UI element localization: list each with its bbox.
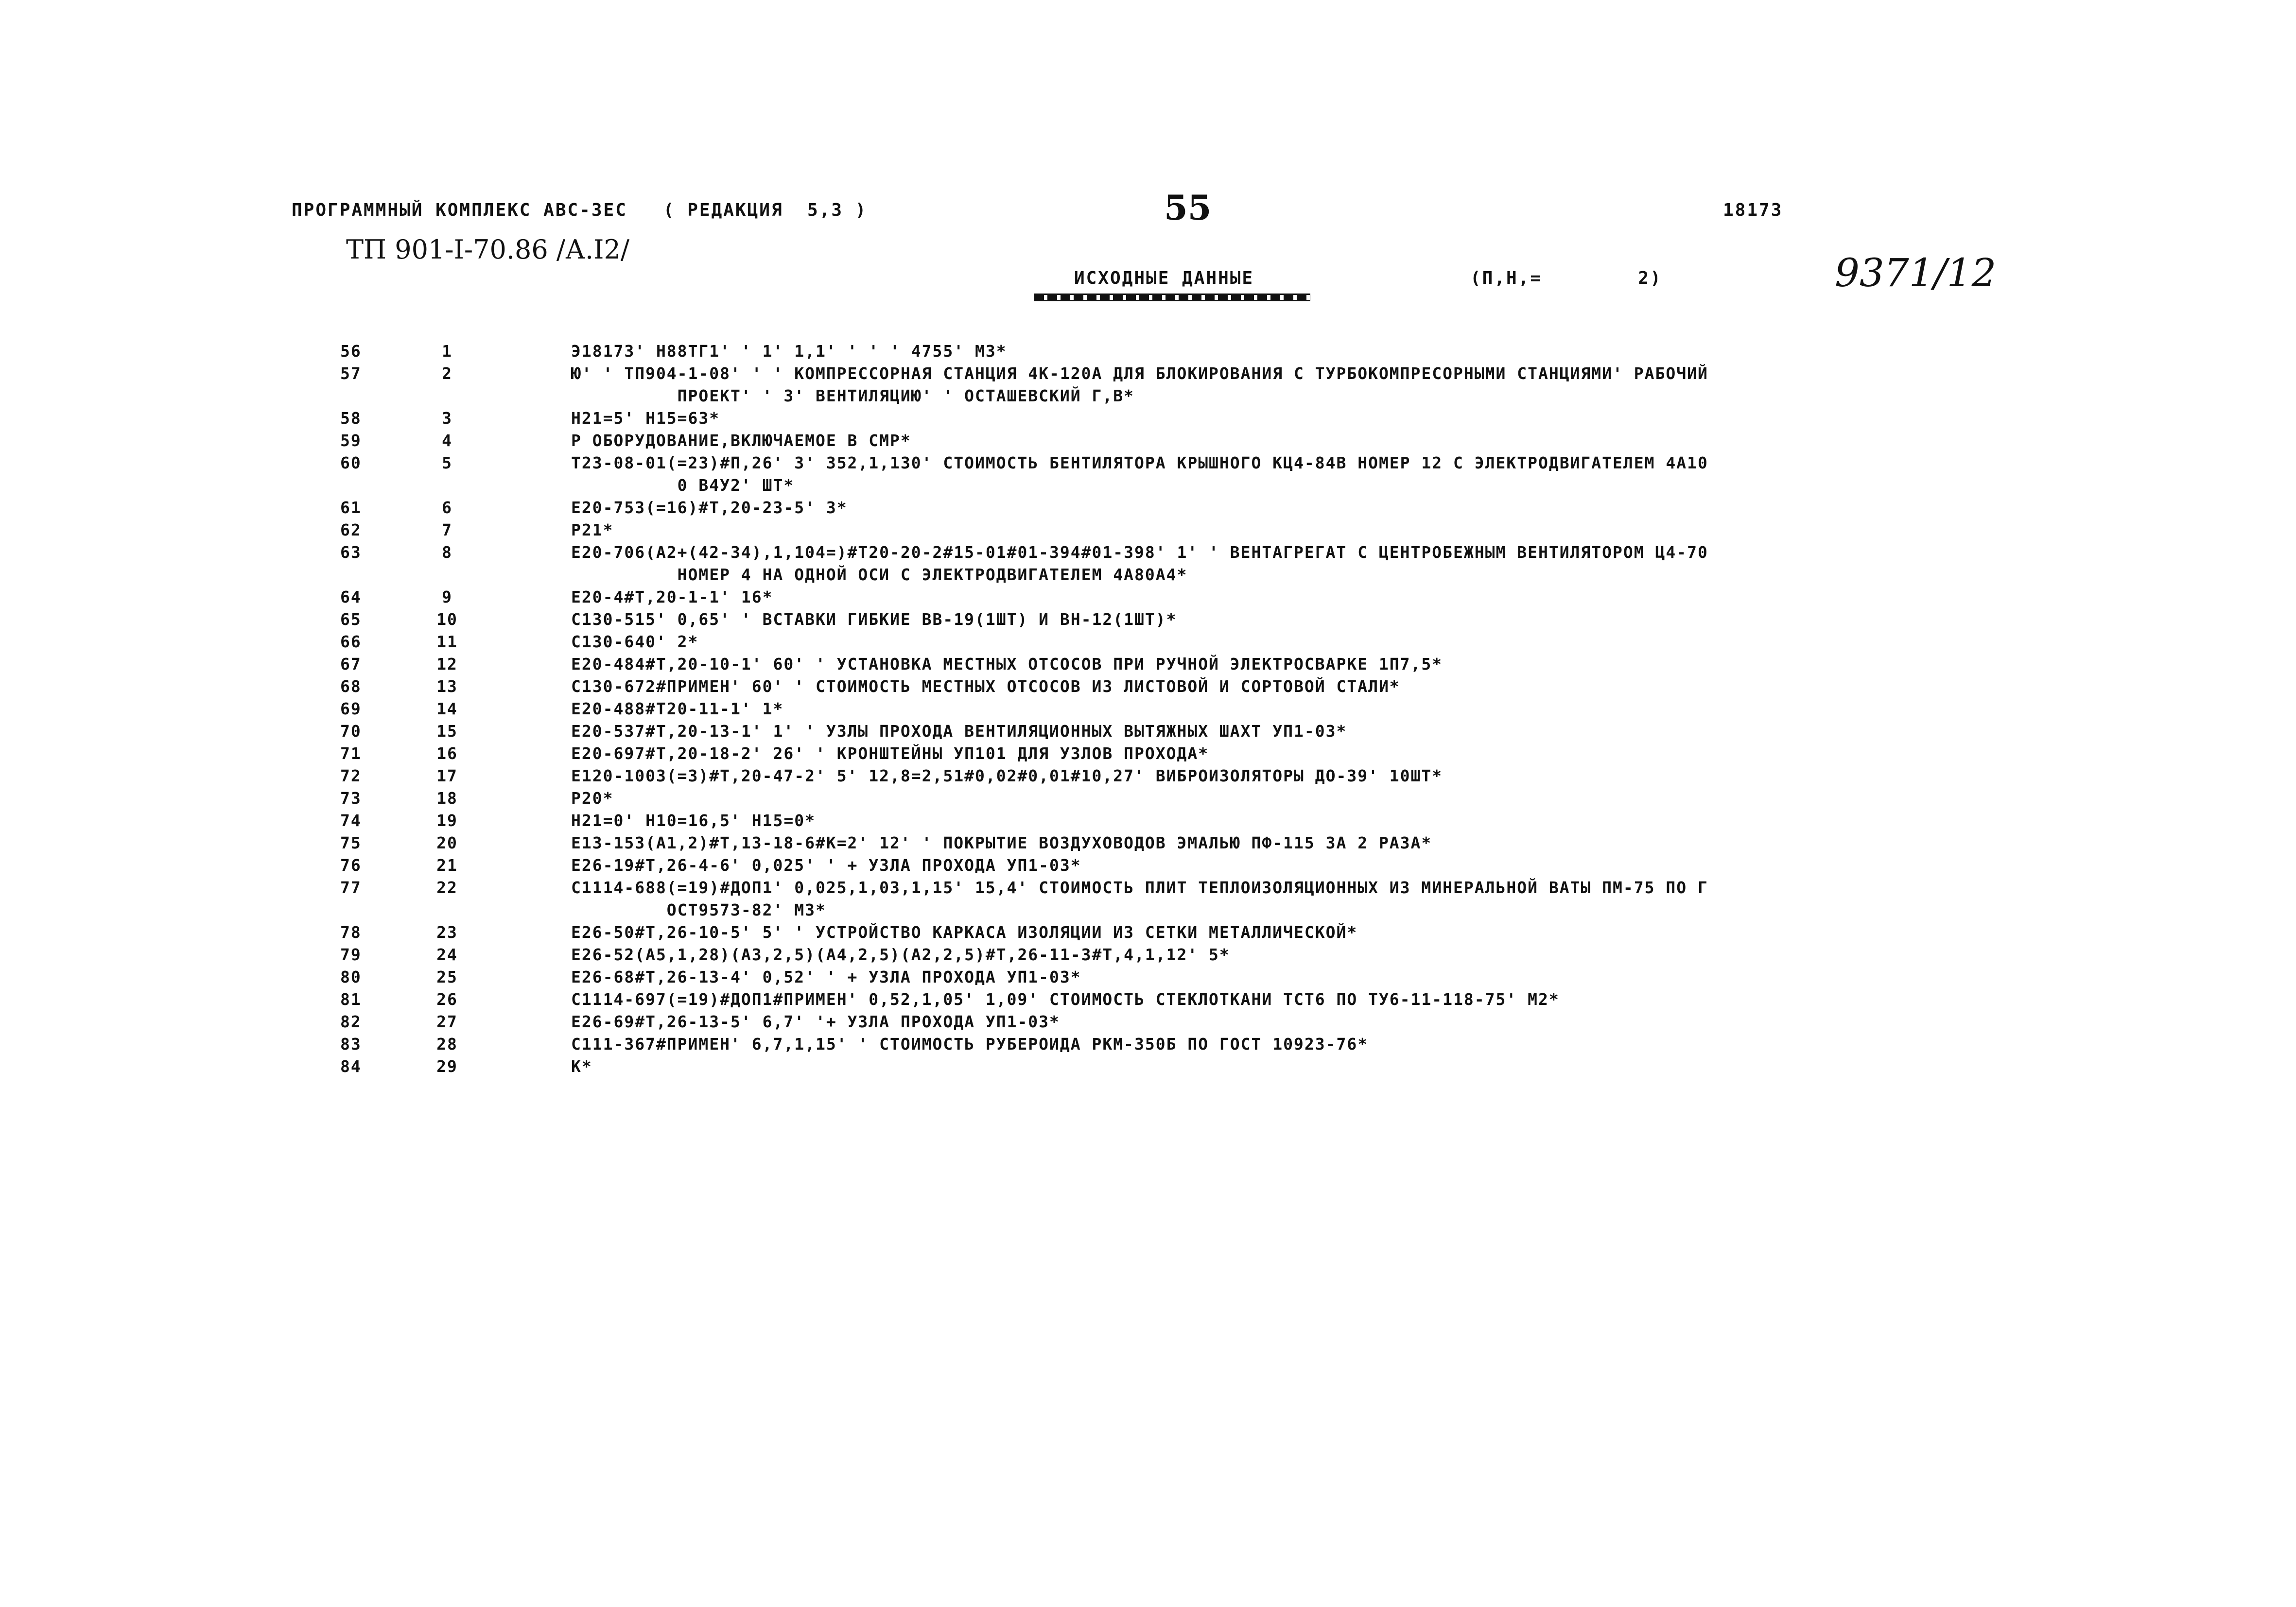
- row-text: Р20*: [571, 789, 614, 808]
- row-text: Е26-52(А5,1,28)(А3,2,5)(А4,2,5)(А2,2,5)#Т,26-11-3#Т,4,1,12' 5*: [571, 945, 1230, 964]
- row-sequence-number: 82: [340, 1012, 362, 1031]
- row-text: С130-640' 2*: [571, 632, 699, 651]
- row-sequence-number: 72: [340, 766, 362, 785]
- row-item-number: 11: [436, 632, 458, 651]
- row-sequence-number: 81: [340, 990, 362, 1009]
- row-item-number: 6: [442, 498, 452, 517]
- row-text: Е120-1003(=3)#Т,20-47-2' 5' 12,8=2,51#0,02#0,01#10,27' ВИБРОИЗОЛЯТОРЫ ДО-39' 10ШТ*: [571, 766, 1443, 785]
- row-sequence-number: 77: [340, 878, 362, 897]
- row-text: Т23-08-01(=23)#П,26' 3' 352,1,130' СТОИМОСТЬ БЕНТИЛЯТОРА КРЫШНОГО КЦ4-84В НОМЕР 12 С ЭЛЕКТРОДВИГАТЕЛЕМ 4А10: [571, 453, 1708, 472]
- row-item-number: 19: [436, 811, 458, 830]
- row-item-number: 3: [442, 409, 452, 428]
- row-item-number: 28: [436, 1035, 458, 1054]
- row-sequence-number: 61: [340, 498, 362, 517]
- row-text-continuation: 0 В4У2' ШТ*: [571, 476, 795, 495]
- section-params: (П,Н,= 2): [1470, 268, 1662, 288]
- row-item-number: 5: [442, 453, 452, 472]
- typical-project-code: ТП 901-I-70.86 /А.I2/: [346, 234, 630, 265]
- row-item-number: 7: [442, 520, 452, 539]
- row-text: Н21=5' Н15=63*: [571, 409, 720, 428]
- row-text: Е20-706(А2+(42-34),1,104=)#Т20-20-2#15-01#01-394#01-398' 1' ' ВЕНТАГРЕГАТ С ЦЕНТРОБЕЖНЫМ ВЕНТИЛЯТОРОМ Ц4-70: [571, 543, 1708, 562]
- row-text: Е26-50#Т,26-10-5' 5' ' УСТРОЙСТВО КАРКАСА ИЗОЛЯЦИИ ИЗ СЕТКИ МЕТАЛЛИЧЕСКОЙ*: [571, 923, 1358, 942]
- row-sequence-number: 58: [340, 409, 362, 428]
- row-text: С111-367#ПРИМЕН' 6,7,1,15' ' СТОИМОСТЬ РУБЕРОИДА РКМ-350Б ПО ГОСТ 10923-76*: [571, 1035, 1369, 1054]
- row-item-number: 24: [436, 945, 458, 964]
- row-item-number: 13: [436, 677, 458, 696]
- row-item-number: 26: [436, 990, 458, 1009]
- row-sequence-number: 78: [340, 923, 362, 942]
- row-text-continuation: НОМЕР 4 НА ОДНОЙ ОСИ С ЭЛЕКТРОДВИГАТЕЛЕМ 4А80А4*: [571, 565, 1188, 584]
- row-text: Р ОБОРУДОВАНИЕ,ВКЛЮЧАЕМОЕ В СМР*: [571, 431, 911, 450]
- row-item-number: 18: [436, 789, 458, 808]
- row-text: С130-515' 0,65' ' ВСТАВКИ ГИБКИЕ ВВ-19(1ШТ) И ВН-12(1ШТ)*: [571, 610, 1177, 629]
- row-item-number: 8: [442, 543, 452, 562]
- row-sequence-number: 83: [340, 1035, 362, 1054]
- row-item-number: 14: [436, 699, 458, 718]
- row-item-number: 22: [436, 878, 458, 897]
- row-text: Е26-19#Т,26-4-6' 0,025' ' + УЗЛА ПРОХОДА УП1-03*: [571, 856, 1081, 875]
- row-text-continuation: ОСТ9573-82' М3*: [571, 900, 826, 919]
- row-item-number: 9: [442, 588, 452, 606]
- row-text: Е26-69#Т,26-13-5' 6,7' '+ УЗЛА ПРОХОДА УП1-03*: [571, 1012, 1060, 1031]
- row-item-number: 1: [442, 342, 452, 361]
- row-item-number: 29: [436, 1057, 458, 1076]
- row-text-continuation: ПРОЕКТ' ' 3' ВЕНТИЛЯЦИЮ' ' ОСТАШЕВСКИЙ Г,В*: [571, 386, 1134, 405]
- page-number: 55: [1164, 188, 1212, 228]
- row-text: Е20-4#Т,20-1-1' 16*: [571, 588, 773, 606]
- row-sequence-number: 60: [340, 453, 362, 472]
- row-sequence-number: 56: [340, 342, 362, 361]
- row-text: Е20-488#Т20-11-1' 1*: [571, 699, 784, 718]
- row-sequence-number: 62: [340, 520, 362, 539]
- row-text: Э18173' Н88ТГ1' ' 1' 1,1' ' ' ' 4755' М3*: [571, 342, 1007, 361]
- row-sequence-number: 79: [340, 945, 362, 964]
- row-sequence-number: 65: [340, 610, 362, 629]
- row-sequence-number: 74: [340, 811, 362, 830]
- row-sequence-number: 73: [340, 789, 362, 808]
- row-item-number: 23: [436, 923, 458, 942]
- program-header: ПРОГРАММНЫЙ КОМПЛЕКС АВС-ЗЕС ( РЕДАКЦИЯ 5,3 ): [292, 200, 868, 220]
- row-item-number: 25: [436, 968, 458, 986]
- row-sequence-number: 59: [340, 431, 362, 450]
- row-text: Е26-68#Т,26-13-4' 0,52' ' + УЗЛА ПРОХОДА УП1-03*: [571, 968, 1081, 986]
- row-item-number: 27: [436, 1012, 458, 1031]
- row-item-number: 10: [436, 610, 458, 629]
- row-sequence-number: 69: [340, 699, 362, 718]
- row-text: Е20-753(=16)#Т,20-23-5' 3*: [571, 498, 848, 517]
- row-sequence-number: 76: [340, 856, 362, 875]
- row-text: К*: [571, 1057, 592, 1076]
- row-item-number: 2: [442, 364, 452, 383]
- section-title-underline: [1034, 294, 1310, 301]
- row-item-number: 4: [442, 431, 452, 450]
- row-text: С1114-697(=19)#ДОП1#ПРИМЕН' 0,52,1,05' 1,09' СТОИМОСТЬ СТЕКЛОТКАНИ ТСТ6 ПО ТУ6-11-118-75' М2*: [571, 990, 1560, 1009]
- row-sequence-number: 75: [340, 833, 362, 852]
- document-code-number: 18173: [1723, 200, 1783, 220]
- row-sequence-number: 80: [340, 968, 362, 986]
- row-sequence-number: 70: [340, 722, 362, 741]
- row-item-number: 16: [436, 744, 458, 763]
- row-sequence-number: 57: [340, 364, 362, 383]
- row-sequence-number: 63: [340, 543, 362, 562]
- row-item-number: 21: [436, 856, 458, 875]
- row-sequence-number: 64: [340, 588, 362, 606]
- row-sequence-number: 67: [340, 655, 362, 674]
- row-sequence-number: 84: [340, 1057, 362, 1076]
- row-text: Е13-153(А1,2)#Т,13-18-6#К=2' 12' ' ПОКРЫТИЕ ВОЗДУХОВОДОВ ЭМАЛЬЮ ПФ-115 ЗА 2 РАЗА*: [571, 833, 1432, 852]
- row-text: С130-672#ПРИМЕН' 60' ' СТОИМОСТЬ МЕСТНЫХ ОТСОСОВ ИЗ ЛИСТОВОЙ И СОРТОВОЙ СТАЛИ*: [571, 677, 1400, 696]
- row-text: Н21=0' Н10=16,5' Н15=0*: [571, 811, 816, 830]
- row-text: Е20-484#Т,20-10-1' 60' ' УСТАНОВКА МЕСТНЫХ ОТСОСОВ ПРИ РУЧНОЙ ЭЛЕКТРОСВАРКЕ 1П7,5*: [571, 655, 1443, 674]
- section-title: ИСХОДНЫЕ ДАННЫЕ: [1074, 268, 1254, 288]
- row-item-number: 15: [436, 722, 458, 741]
- row-text: Р21*: [571, 520, 614, 539]
- row-text: Е20-697#Т,20-18-2' 26' ' КРОНШТЕЙНЫ УП101 ДЛЯ УЗЛОВ ПРОХОДА*: [571, 744, 1209, 763]
- row-sequence-number: 66: [340, 632, 362, 651]
- row-text: С1114-688(=19)#ДОП1' 0,025,1,03,1,15' 15,4' СТОИМОСТЬ ПЛИТ ТЕПЛОИЗОЛЯЦИОННЫХ ИЗ МИНЕРАЛЬНОЙ ВАТЫ ПМ-75 ПО Г: [571, 878, 1708, 897]
- handwritten-note: 9371/12: [1835, 250, 1997, 295]
- row-sequence-number: 71: [340, 744, 362, 763]
- row-text: Ю' ' ТП904-1-08' ' ' КОМПРЕССОРНАЯ СТАНЦИЯ 4К-120А ДЛЯ БЛОКИРОВАНИЯ С ТУРБОКОМПРЕСОРНЫМИ СТАНЦИЯМИ' РАБОЧИЙ: [571, 364, 1708, 383]
- row-item-number: 20: [436, 833, 458, 852]
- row-sequence-number: 68: [340, 677, 362, 696]
- row-text: Е20-537#Т,20-13-1' 1' ' УЗЛЫ ПРОХОДА ВЕНТИЛЯЦИОННЫХ ВЫТЯЖНЫХ ШАХТ УП1-03*: [571, 722, 1347, 741]
- row-item-number: 17: [436, 766, 458, 785]
- row-item-number: 12: [436, 655, 458, 674]
